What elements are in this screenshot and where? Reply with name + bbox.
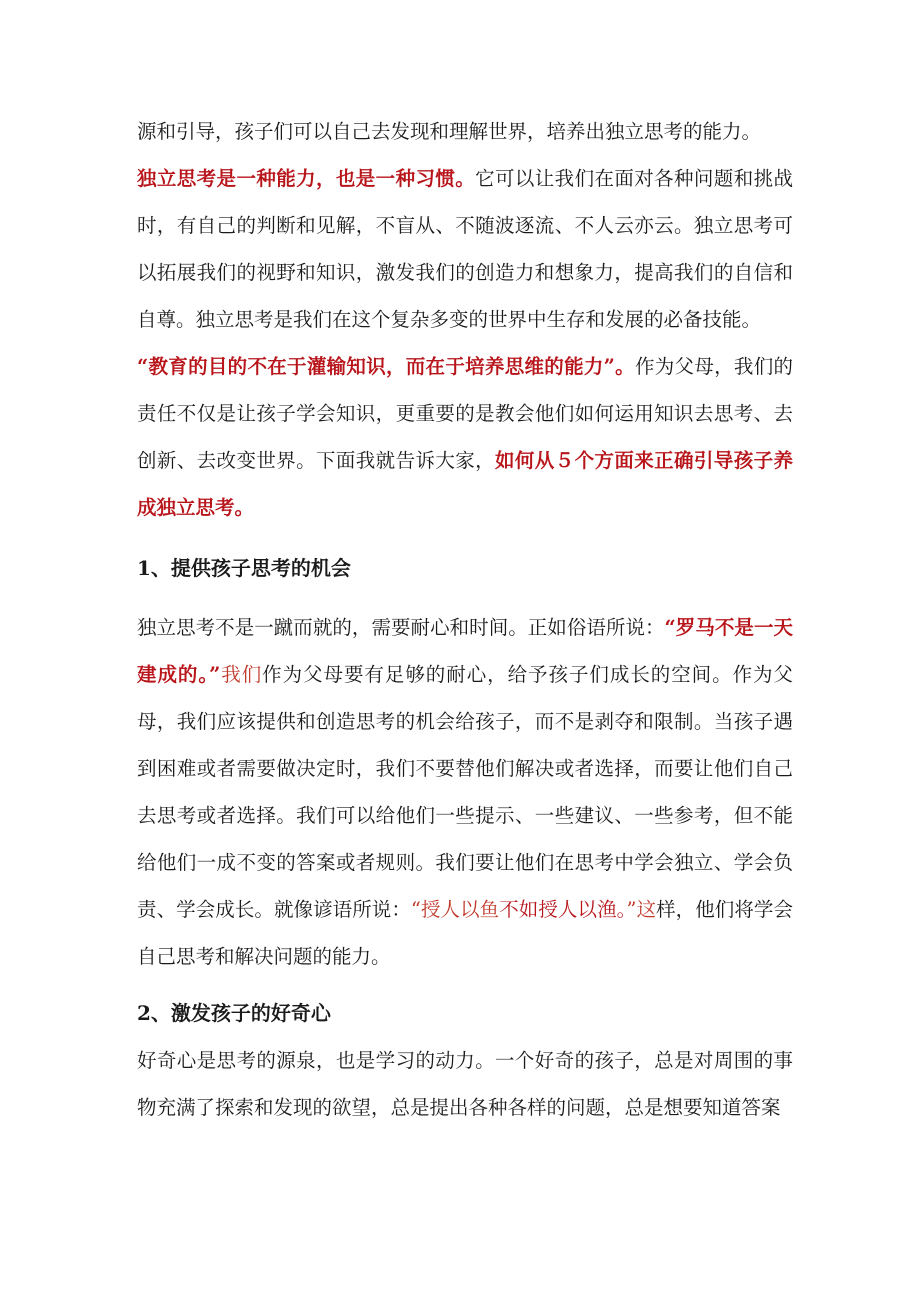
paragraph-text: 作为父母要有足够的耐心，给予孩子们成长的空间。作为父母，我们应该提供和创造思考的机会给孩子，而不是剥夺和限制。当孩子遇到困难或者需要做决定时，我们不要替他们解决或者选择，而要让他们自己去思考或者选择。我们可以给他们一些提示、一些建议、一些参考，但不能给他们一成不变的答案或者规则。我们要让他们在思考中学会独立、学会负责、学会成长。就像谚语所说： [137, 663, 793, 921]
document-body [137, 108, 793, 1131]
highlight-quote: “教育的目的不在于灌输知识，而在于培养思维的能力”。 [137, 355, 635, 378]
paragraph-text: 好奇心是思考的源泉，也是学习的动力。一个好奇的孩子，总是对周围的事物充满了探索和发现的欲望，总是提出各种各样的问题，总是想要知道答案 [137, 1049, 793, 1119]
paragraph-text: 源和引导，孩子们可以自己去发现和理解世界，培养出独立思考的能力。 [137, 120, 762, 143]
soft-highlight: ”这 [626, 898, 657, 921]
paragraph-thinking-opportunity [137, 604, 793, 980]
paragraph-education-goal [137, 343, 793, 531]
spacer [137, 980, 793, 990]
spacer [137, 592, 793, 604]
soft-highlight: 我们 [220, 663, 263, 686]
highlight-quote: 不如授人以渔。 [499, 898, 627, 921]
paragraph-independent-thinking [137, 155, 793, 343]
highlight-quote: “罗马不是一天建成的。” [137, 616, 793, 686]
paragraph-intro-end [137, 108, 793, 155]
paragraph-text: 作为父母，我们的责任不仅是让孩子学会知识，更重要的是教会他们如何运用知识去思考、去创新、去改变世界。下面我就告诉大家， [137, 355, 793, 472]
paragraph-text: 独立思考不是一蹴而就的，需要耐心和时间。正如俗语所说： [137, 616, 665, 639]
spacer [137, 531, 793, 545]
section-heading-1: 1、提供孩子思考的机会 [137, 556, 351, 580]
section-heading-2: 2、激发孩子的好奇心 [137, 1001, 331, 1025]
highlight-sentence: 如何从５个方面来正确引导孩子养成独立思考。 [137, 449, 793, 519]
paragraph-text: 样，他们将学会自己思考和解决问题的能力。 [137, 898, 793, 968]
paragraph-curiosity [137, 1037, 793, 1131]
soft-highlight: “授人以鱼 [410, 898, 500, 921]
paragraph-text: 它可以让我们在面对各种问题和挑战时，有自己的判断和见解，不盲从、不随波逐流、不人云亦云。独立思考可以拓展我们的视野和知识，激发我们的创造力和想象力，提高我们的自信和自尊。独立思考是我们在这个复杂多变的世界中生存和发展的必备技能。 [137, 167, 793, 331]
highlight-sentence: 独立思考是一种能力，也是一种习惯。 [137, 167, 476, 190]
